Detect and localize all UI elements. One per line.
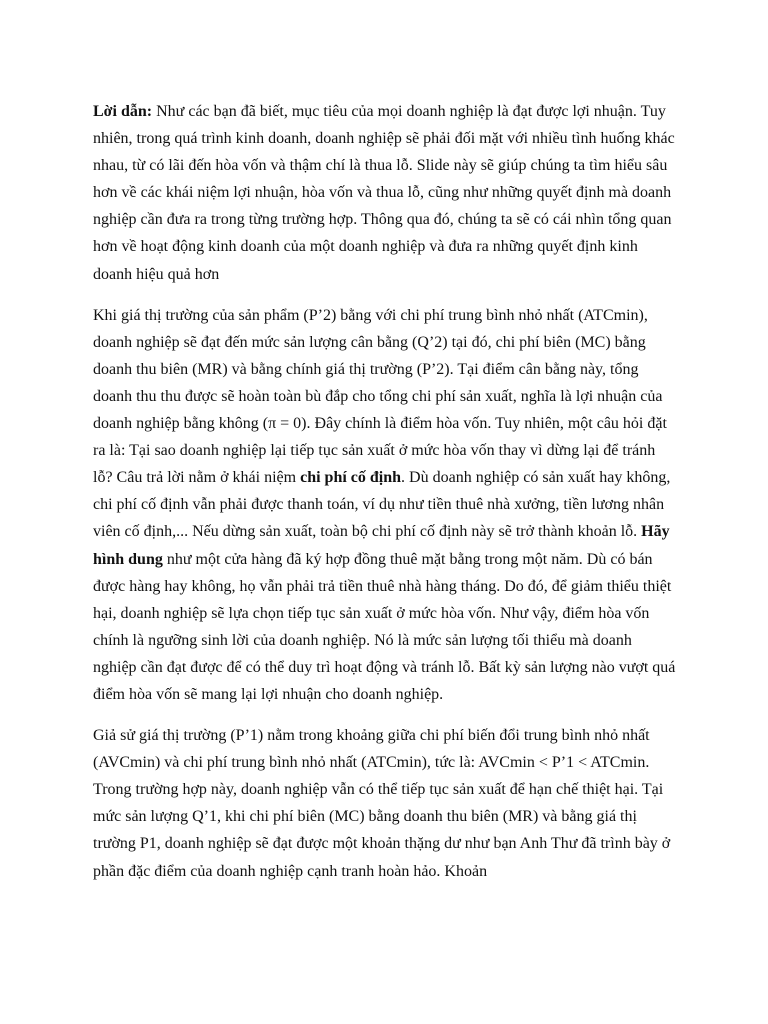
- break-even-paragraph: [93, 302, 676, 708]
- intro-label: Lời dẫn:: [93, 103, 153, 120]
- loss-minimizing-paragraph: [93, 722, 676, 885]
- document-body: [93, 98, 676, 899]
- intro-paragraph: [93, 98, 676, 288]
- break-even-text-1: Khi giá thị trường của sản phẩm (P’2) bằng với chi phí trung bình nhỏ nhất (ATCmin), doanh nghiệp sẽ đạt đến mức sản lượng cân bằng (Q’2) tại đó, chi phí biên (MC) bằng doanh thu biên (MR) và bằng chính giá thị trường (P’2). Tại điểm cân bằng này, tổng doanh thu thu được sẽ hoàn toàn bù đắp cho tổng chi phí sản xuất, nghĩa là lợi nhuận của doanh nghiệp bằng không (π = 0). Đây chính là điểm hòa vốn. Tuy nhiên, một câu hỏi đặt ra là: Tại sao doanh nghiệp lại tiếp tục sản xuất ở mức hòa vốn thay vì dừng lại để tránh lỗ? Câu trả lời nằm ở khái niệm: [93, 306, 667, 487]
- loss-minimizing-text: Giả sử giá thị trường (P’1) nằm trong khoảng giữa chi phí biến đổi trung bình nhỏ nhất (AVCmin) và chi phí trung bình nhỏ nhất (ATCmin), tức là: AVCmin < P’1 < ATCmin. Trong trường hợp này, doanh nghiệp vẫn có thể tiếp tục sản xuất để hạn chế thiệt hại. Tại mức sản lượng Q’1, khi chi phí biên (MC) bằng doanh thu biên (MR) và bằng giá thị trường P1, doanh nghiệp sẽ đạt được một khoản thặng dư như bạn Anh Thư đã trình bày ở phần đặc điểm của doanh nghiệp cạnh tranh hoàn hảo. Khoản: [93, 727, 671, 880]
- fixed-cost-term: chi phí cố định: [300, 469, 402, 487]
- break-even-text-3: như một cửa hàng đã ký hợp đồng thuê mặt bằng trong một năm. Dù có bán được hàng hay không, họ vẫn phải trả tiền thuê nhà hàng tháng. Do đó, để giảm thiểu thiệt hại, doanh nghiệp sẽ lựa chọn tiếp tục sản xuất ở mức hòa vốn. Như vậy, điểm hòa vốn chính là ngưỡng sinh lời của doanh nghiệp. Nó là mức sản lượng tối thiểu mà doanh nghiệp cần đạt được để có thể duy trì hoạt động và tránh lỗ. Bất kỳ sản lượng nào vượt quá điểm hòa vốn sẽ mang lại lợi nhuận cho doanh nghiệp.: [93, 550, 676, 703]
- imagine-phrase: Hãy hình dung: [93, 523, 670, 568]
- break-even-text-2: . Dù doanh nghiệp có sản xuất hay không, chi phí cố định vẫn phải được thanh toán, ví dụ như tiền thuê nhà xưởng, tiền lương nhân viên cố định,... Nếu dừng sản xuất, toàn bộ chi phí cố định này sẽ trở thành khoản lỗ.: [93, 469, 671, 541]
- intro-text: Như các bạn đã biết, mục tiêu của mọi doanh nghiệp là đạt được lợi nhuận. Tuy nhiên, trong quá trình kinh doanh, doanh nghiệp sẽ phải đối mặt với nhiều tình huống khác nhau, từ có lãi đến hòa vốn và thậm chí là thua lỗ. Slide này sẽ giúp chúng ta tìm hiểu sâu hơn về các khái niệm lợi nhuận, hòa vốn và thua lỗ, cũng như những quyết định mà doanh nghiệp cần đưa ra trong từng trường hợp. Thông qua đó, chúng ta sẽ có cái nhìn tổng quan hơn về hoạt động kinh doanh của một doanh nghiệp và đưa ra những quyết định kinh doanh hiệu quả hơn: [93, 103, 675, 283]
